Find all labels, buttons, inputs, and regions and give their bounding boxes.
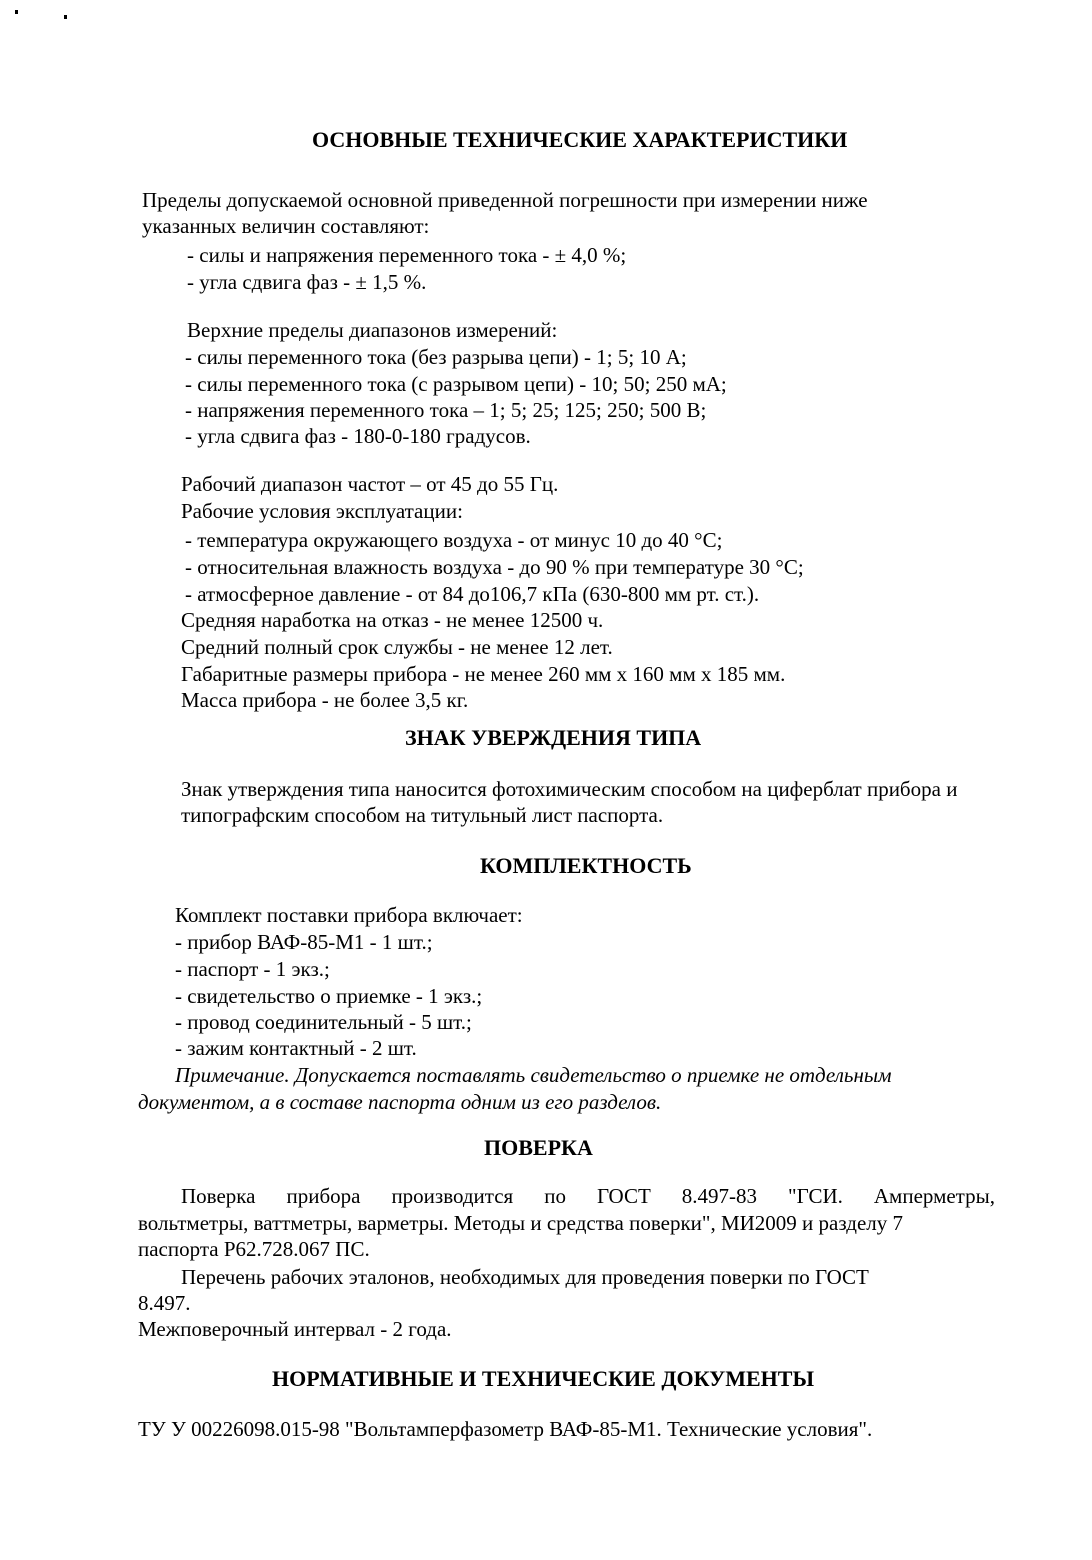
verification-paragraph-line-1 <box>181 1183 995 1209</box>
section-title-specs: ОСНОВНЫЕ ТЕХНИЧЕСКИЕ ХАРАКТЕРИСТИКИ <box>312 127 848 152</box>
kit-item: - свидетельство о приемке - 1 экз.; <box>175 984 483 1008</box>
condition-item: - относительная влажность воздуха - до 90 % при температуре 30 °С; <box>185 555 804 579</box>
kit-item: - зажим контактный - 2 шт. <box>175 1036 417 1060</box>
word: ГОСТ <box>596 1184 651 1208</box>
specs-intro-line-2: указанных величин составляют: <box>142 214 430 238</box>
kit-item: - провод соединительный - 5 шт.; <box>175 1010 472 1034</box>
scan-speck <box>64 15 67 19</box>
word: производится <box>391 1184 514 1208</box>
kit-note-line-1: Примечание. Допускается поставлять свидетельство о приемке не отдельным <box>175 1063 892 1087</box>
error-item: - силы и напряжения переменного тока - ± 4,0 %; <box>187 243 627 267</box>
word: прибора <box>286 1184 361 1208</box>
word: по <box>544 1184 566 1208</box>
documents-text: ТУ У 00226098.015-98 "Вольтамперфазометр ВАФ-85-М1. Технические условия". <box>138 1417 873 1441</box>
specs-intro-line-1: Пределы допускаемой основной приведенной погрешности при измерении ниже <box>142 188 868 212</box>
verification-paragraph-line-2: вольтметры, ваттметры, варметры. Методы и средства поверки", МИ2009 и разделу 7 <box>138 1211 904 1235</box>
range-item: - напряжения переменного тока – 1; 5; 25; 125; 250; 500 В; <box>185 398 707 422</box>
word: Поверка <box>181 1184 256 1208</box>
section-title-kit: КОМПЛЕКТНОСТЬ <box>480 853 692 878</box>
condition-item: - температура окружающего воздуха - от минус 10 до 40 °С; <box>185 528 723 552</box>
word: Амперметры, <box>873 1184 995 1208</box>
mtbf: Средняя наработка на отказ - не менее 12500 ч. <box>181 608 604 632</box>
type-mark-text-line-2: типографским способом на титульный лист паспорта. <box>181 803 664 827</box>
word: "ГСИ. <box>788 1184 843 1208</box>
lifetime: Средний полный срок службы - не менее 12 лет. <box>181 635 613 659</box>
verification-paragraph-line-3: паспорта Р62.728.067 ПС. <box>138 1237 370 1261</box>
error-item: - угла сдвига фаз - ± 1,5 %. <box>187 270 427 294</box>
frequency-range: Рабочий диапазон частот – от 45 до 55 Гц. <box>181 472 559 496</box>
scan-speck <box>15 10 18 14</box>
range-item: - силы переменного тока (без разрыва цепи) - 1; 5; 10 А; <box>185 345 687 369</box>
dimensions: Габаритные размеры прибора - не менее 260 мм х 160 мм х 185 мм. <box>181 662 786 686</box>
condition-item: - атмосферное давление - от 84 до106,7 кПа (630-800 мм рт. ст.). <box>185 582 760 606</box>
range-item: - силы переменного тока (с разрывом цепи) - 10; 50; 250 мА; <box>185 372 727 396</box>
range-item: - угла сдвига фаз - 180-0-180 градусов. <box>185 424 531 448</box>
standards-line-1: Перечень рабочих эталонов, необходимых для проведения поверки по ГОСТ <box>181 1265 869 1289</box>
type-mark-text-line-1: Знак утверждения типа наносится фотохимическим способом на циферблат прибора и <box>181 777 958 801</box>
ranges-title: Верхние пределы диапазонов измерений: <box>187 318 558 342</box>
kit-note-line-2: документом, а в составе паспорта одним из его разделов. <box>138 1090 662 1114</box>
section-title-type-mark: ЗНАК УВЕРЖДЕНИЯ ТИПА <box>405 725 702 750</box>
section-title-verification: ПОВЕРКА <box>484 1135 593 1160</box>
word: 8.497-83 <box>681 1184 758 1208</box>
standards-line-2: 8.497. <box>138 1291 191 1315</box>
verification-interval: Межповерочный интервал - 2 года. <box>138 1317 452 1341</box>
kit-item: - прибор ВАФ-85-М1 - 1 шт.; <box>175 930 433 954</box>
conditions-title: Рабочие условия эксплуатации: <box>181 499 463 523</box>
kit-intro: Комплект поставки прибора включает: <box>175 903 523 927</box>
section-title-documents: НОРМАТИВНЫЕ И ТЕХНИЧЕСКИЕ ДОКУМЕНТЫ <box>272 1366 815 1391</box>
mass: Масса прибора - не более 3,5 кг. <box>181 688 469 712</box>
kit-item: - паспорт - 1 экз.; <box>175 957 330 981</box>
